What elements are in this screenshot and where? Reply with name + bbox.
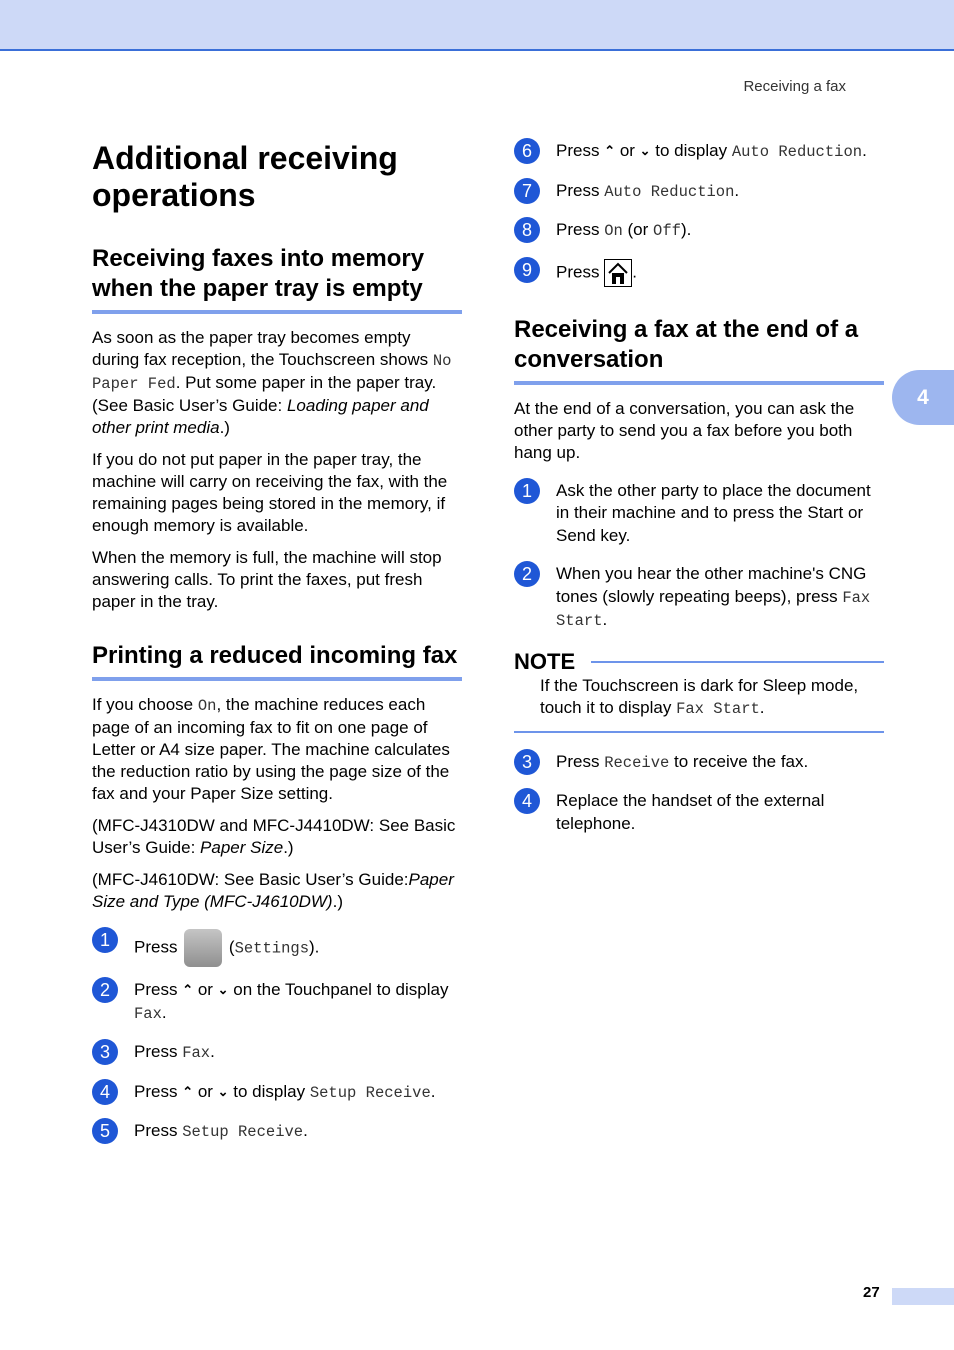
step: 2 Press ⌃ or ⌄ on the Touchpanel to display Fax.: [92, 979, 462, 1025]
step-number: 6: [514, 138, 540, 164]
step: 3 Press Receive to receive the fax.: [514, 751, 884, 775]
section-heading-end-of-conversation: Receiving a fax at the end of a conversation: [514, 315, 884, 385]
note-box: [514, 649, 884, 733]
page-title: Additional receiving operations: [92, 140, 398, 213]
header-band: [0, 0, 954, 51]
step-number: 1: [92, 927, 118, 953]
step: 2 When you hear the other machine's CNG tones (slowly repeating beeps), press Fax Start.: [514, 563, 884, 633]
running-head: Receiving a fax: [743, 78, 846, 95]
step-number: 3: [514, 749, 540, 775]
chevron-down-icon[interactable]: ⌄: [639, 143, 651, 158]
step: 4 Press ⌃ or ⌄ to display Setup Receive.: [92, 1081, 462, 1105]
step: 6 Press ⌃ or ⌄ to display Auto Reduction.: [514, 140, 884, 164]
left-column: [92, 140, 462, 1160]
note-rule: [591, 661, 884, 663]
chevron-up-icon[interactable]: ⌃: [182, 982, 194, 997]
paragraph: (MFC-J4610DW: See Basic User’s Guide:Paper Size and Type (MFC-J4610DW).): [92, 870, 454, 911]
paragraph: As soon as the paper tray becomes empty during fax reception, the Touchscreen shows No Paper Fed. Put some paper in the paper tray. (See Basic User’s Guide: Loading paper and other print media.): [92, 328, 452, 437]
chevron-down-icon[interactable]: ⌄: [217, 982, 229, 997]
step-number: 4: [514, 788, 540, 814]
settings-tools-icon[interactable]: [184, 929, 222, 967]
step-number: 4: [92, 1079, 118, 1105]
step-number: 9: [514, 257, 540, 283]
step: 3 Press Fax.: [92, 1041, 462, 1065]
section-heading-memory: Receiving faxes into memory when the paper tray is empty: [92, 244, 462, 314]
step: 7 Press Auto Reduction.: [514, 180, 884, 204]
right-column: [514, 140, 884, 851]
step: 8 Press On (or Off).: [514, 219, 884, 243]
chevron-up-icon[interactable]: ⌃: [604, 143, 616, 158]
step-number: 7: [514, 178, 540, 204]
step: 4 Replace the handset of the external telephone.: [514, 790, 884, 835]
step: 1 Press (Settings).: [92, 929, 462, 967]
paragraph: If you choose On, the machine reduces each page of an incoming fax to fit on one page of Letter or A4 size paper. The machine calculates the reduction ratio by using the page size of the fax and your Paper Size setting.: [92, 695, 450, 803]
step-number: 2: [514, 561, 540, 587]
chapter-tab: 4: [892, 370, 954, 425]
paragraph: (MFC-J4310DW and MFC-J4410DW: See Basic User’s Guide: Paper Size.): [92, 816, 456, 857]
page-number: 27: [863, 1284, 880, 1301]
note-title: NOTE: [514, 648, 576, 674]
step: 9 Press .: [514, 259, 884, 287]
step: 5 Press Setup Receive.: [92, 1120, 462, 1144]
step: 1 Ask the other party to place the document in their machine and to press the Start or Send key.: [514, 480, 884, 548]
step-number: 3: [92, 1039, 118, 1065]
section-heading-reduced: Printing a reduced incoming fax: [92, 641, 462, 681]
step-number: 2: [92, 977, 118, 1003]
paragraph: When the memory is full, the machine will stop answering calls. To print the faxes, put fresh paper in the tray.: [92, 548, 442, 611]
paragraph: If you do not put paper in the paper tray, the machine will carry on receiving the fax, with the remaining pages being stored in the memory, if enough memory is available.: [92, 450, 448, 535]
paragraph: At the end of a conversation, you can ask the other party to send you a fax before you both hang up.: [514, 398, 855, 462]
chevron-down-icon[interactable]: ⌄: [217, 1083, 229, 1099]
home-icon[interactable]: [604, 259, 632, 287]
step-number: 8: [514, 217, 540, 243]
page-number-bar: [892, 1288, 954, 1305]
step-number: 5: [92, 1118, 118, 1144]
step-number: 1: [514, 478, 540, 504]
chevron-up-icon[interactable]: ⌃: [182, 1083, 194, 1099]
note-text: If the Touchscreen is dark for Sleep mode, touch it to display Fax Start.: [514, 675, 884, 733]
